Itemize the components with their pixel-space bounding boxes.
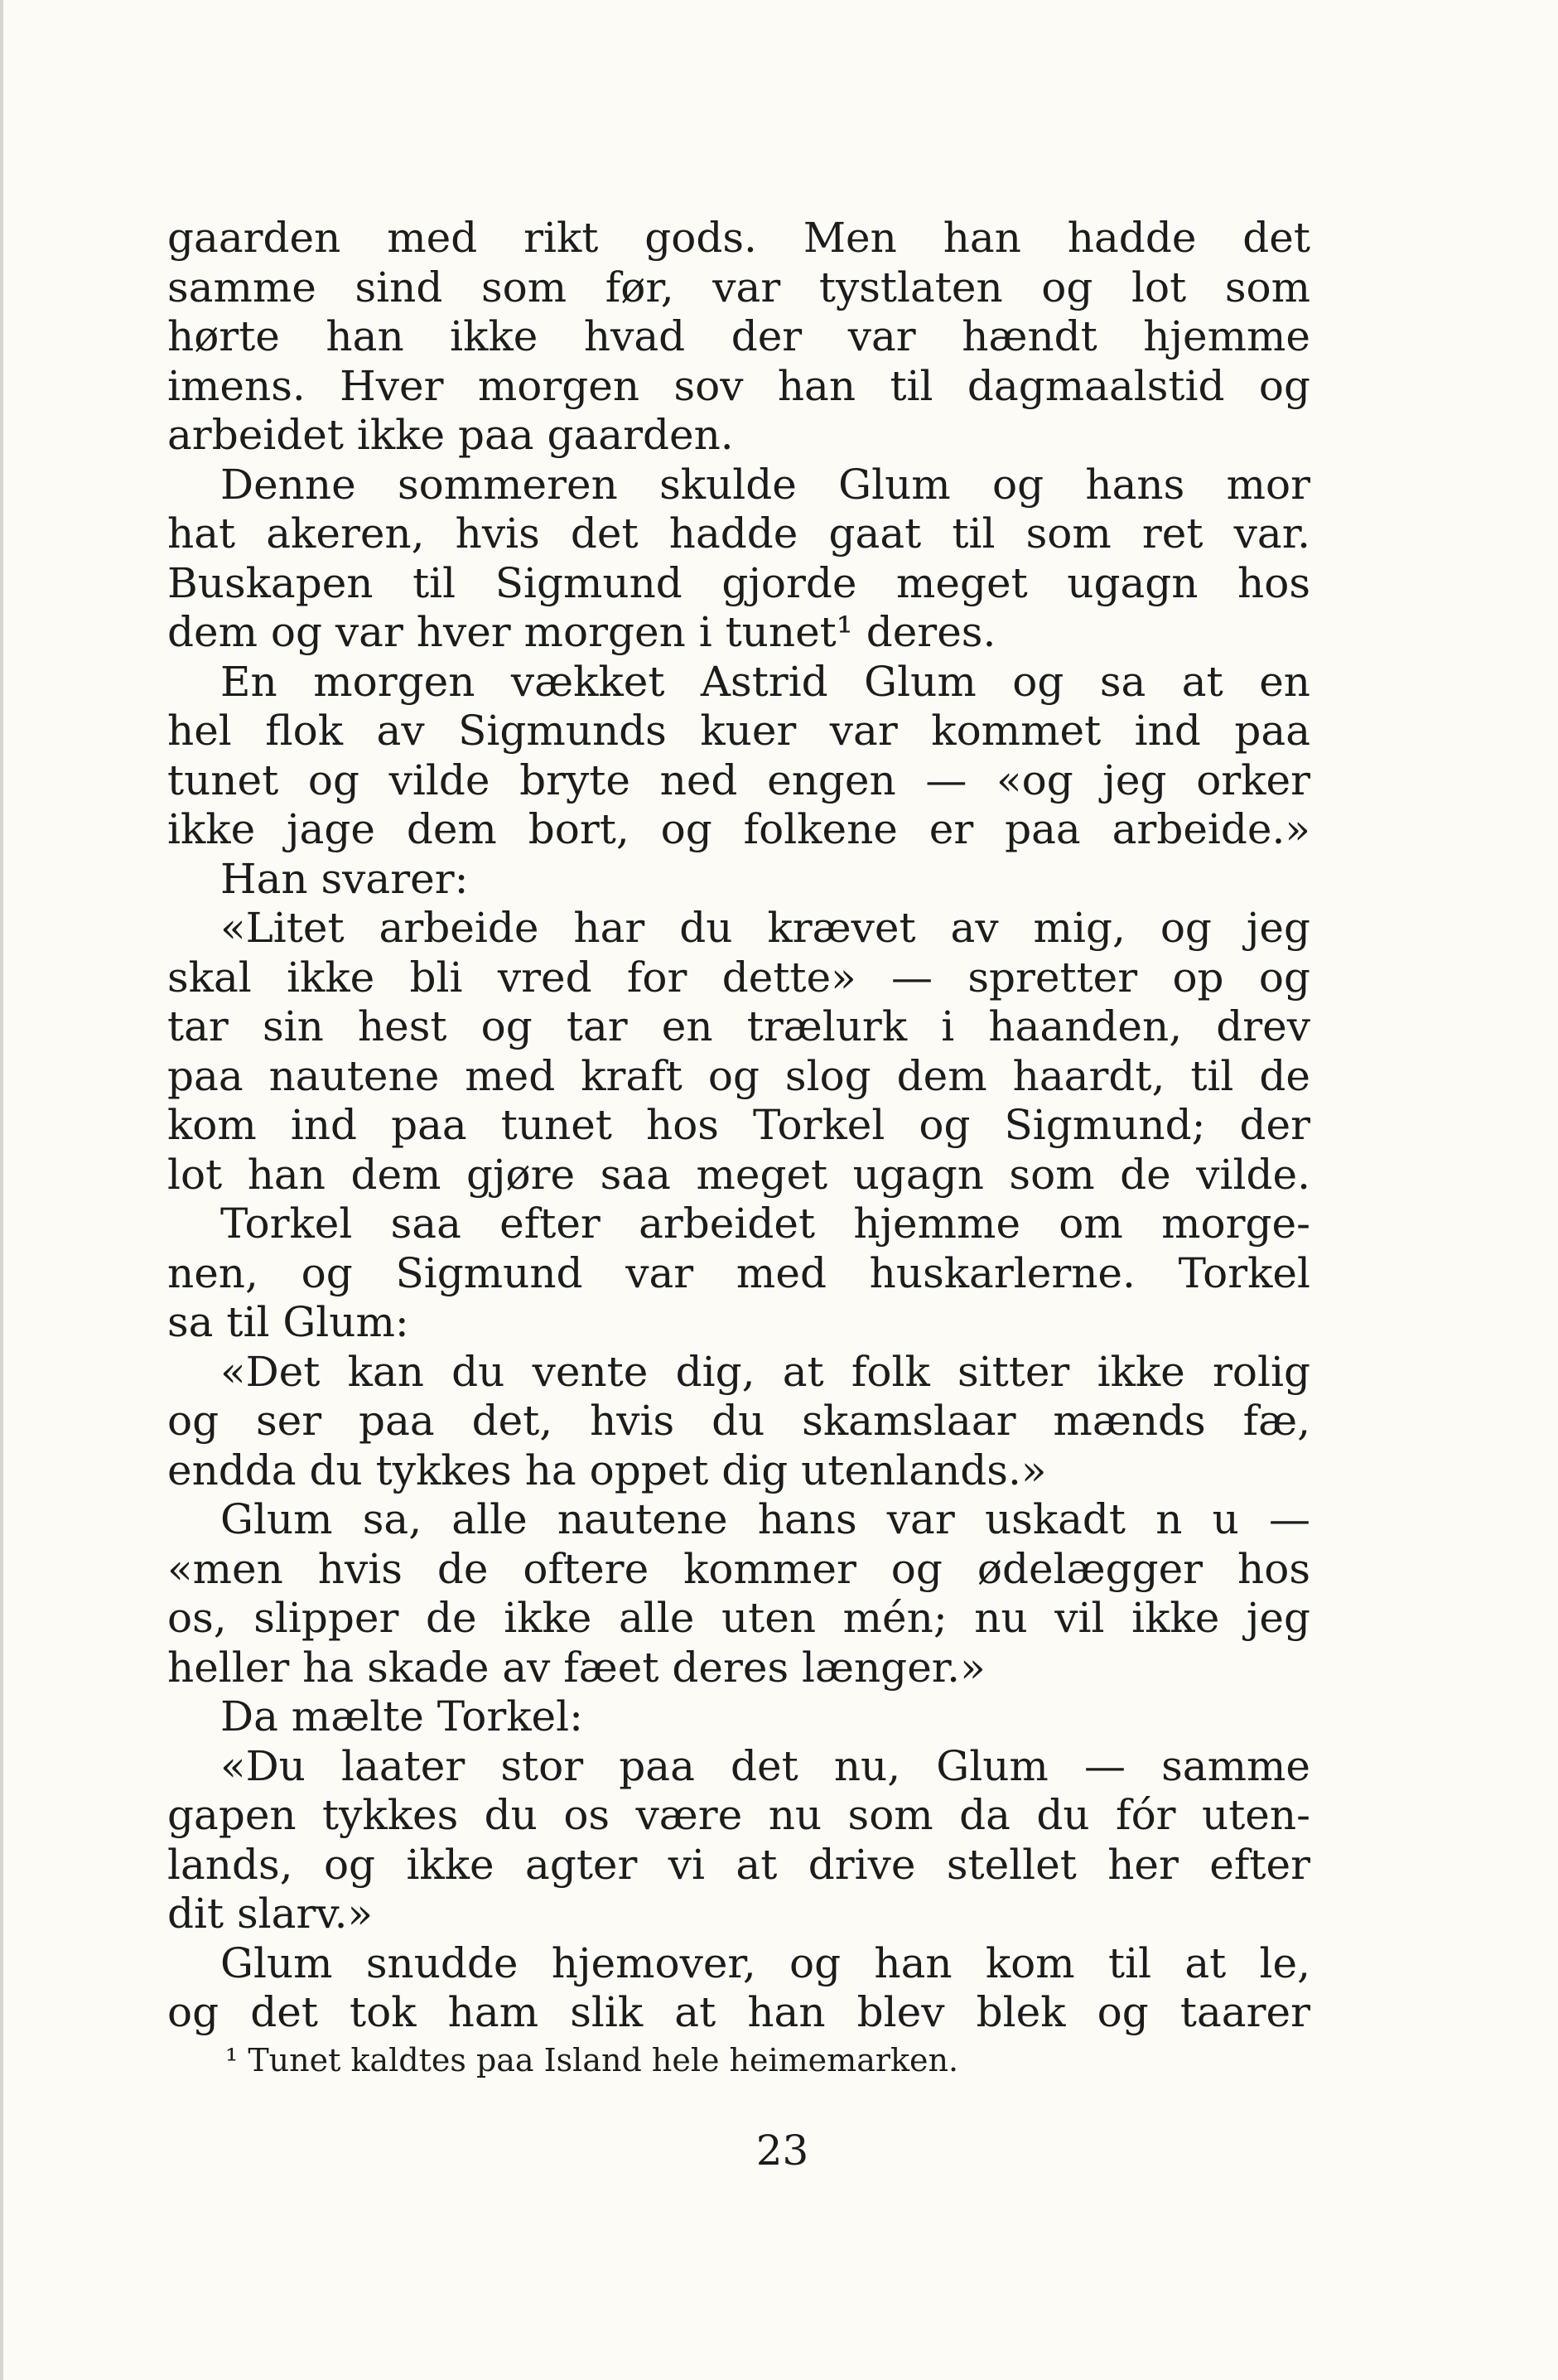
text-line: os, slipper de ikke alle uten mén; nu vil ikke jeg	[167, 1594, 1310, 1642]
text-line: lot han dem gjøre saa meget ugagn som de vilde.	[167, 1150, 1310, 1199]
page-number: 23	[755, 2127, 809, 2175]
text-line: «men hvis de oftere kommer og ødelægger hos	[167, 1544, 1310, 1593]
text-line: skal ikke bli vred for dette» — spretter op og	[167, 953, 1310, 1002]
text-line: hel flok av Sigmunds kuer var kommet ind paa	[167, 707, 1310, 755]
text-line: og det tok ham slik at han blev blek og taarer	[167, 1988, 1310, 2036]
text-line: tar sin hest og tar en trælurk i haanden, drev	[167, 1002, 1310, 1050]
text-line: imens. Hver morgen sov han til dagmaalstid og	[167, 361, 1310, 410]
text-line: Torkel saa efter arbeidet hjemme om morge-	[220, 1200, 1310, 1248]
text-line: dit slarv.»	[167, 1890, 374, 1938]
text-line: paa nautene med kraft og slog dem haardt, til de	[167, 1051, 1310, 1100]
text-line: sa til Glum:	[167, 1298, 409, 1346]
text-line: hat akeren, hvis det hadde gaat til som ret var.	[167, 509, 1310, 558]
text-line: Denne sommeren skulde Glum og hans mor	[220, 460, 1310, 509]
text-line: Da mælte Torkel:	[220, 1692, 583, 1740]
text-line: endda du tykkes ha oppet dig utenlands.»	[167, 1446, 1047, 1494]
text-line: samme sind som før, var tystlaten og lot som	[167, 263, 1310, 311]
text-line: arbeidet ikke paa gaarden.	[167, 411, 734, 459]
text-line: gapen tykkes du os være nu som da du fór uten-	[167, 1791, 1310, 1839]
text-line: kom ind paa tunet hos Torkel og Sigmund; der	[167, 1101, 1310, 1149]
text-line: tunet og vilde bryte ned engen — «og jeg orker	[167, 756, 1310, 804]
text-line: hørte han ikke hvad der var hændt hjemme	[167, 312, 1310, 360]
text-line: Buskapen til Sigmund gjorde meget ugagn hos	[167, 558, 1310, 607]
footnote: ¹ Tunet kaldtes paa Island hele heimemarken.	[225, 2042, 959, 2078]
text-line: gaarden med rikt gods. Men han hadde det	[167, 214, 1310, 262]
text-line: lands, og ikke agter vi at drive stellet her efter	[167, 1840, 1310, 1889]
text-line: dem og var hver morgen i tunet¹ deres.	[167, 608, 996, 656]
text-line: Glum sa, alle nautene hans var uskadt n u —	[220, 1495, 1310, 1543]
text-line: «Litet arbeide har du krævet av mig, og jeg	[220, 904, 1310, 952]
text-line: Han svarer:	[220, 854, 469, 903]
text-line: Glum snudde hjemover, og han kom til at le,	[220, 1938, 1310, 1987]
text-line: og ser paa det, hvis du skamslaar mænds fæ,	[167, 1397, 1310, 1445]
text-line: nen, og Sigmund var med huskarlerne. Torkel	[167, 1248, 1310, 1297]
text-line: «Du laater stor paa det nu, Glum — samme	[220, 1741, 1310, 1790]
body-text	[167, 214, 1310, 2038]
text-line: «Det kan du vente dig, at folk sitter ikke rolig	[220, 1347, 1310, 1396]
text-line: ikke jage dem bort, og folkene er paa arbeide.»	[167, 805, 1310, 853]
text-line: En morgen vækket Astrid Glum og sa at en	[220, 657, 1310, 706]
text-line: heller ha skade av fæet deres længer.»	[167, 1643, 986, 1692]
